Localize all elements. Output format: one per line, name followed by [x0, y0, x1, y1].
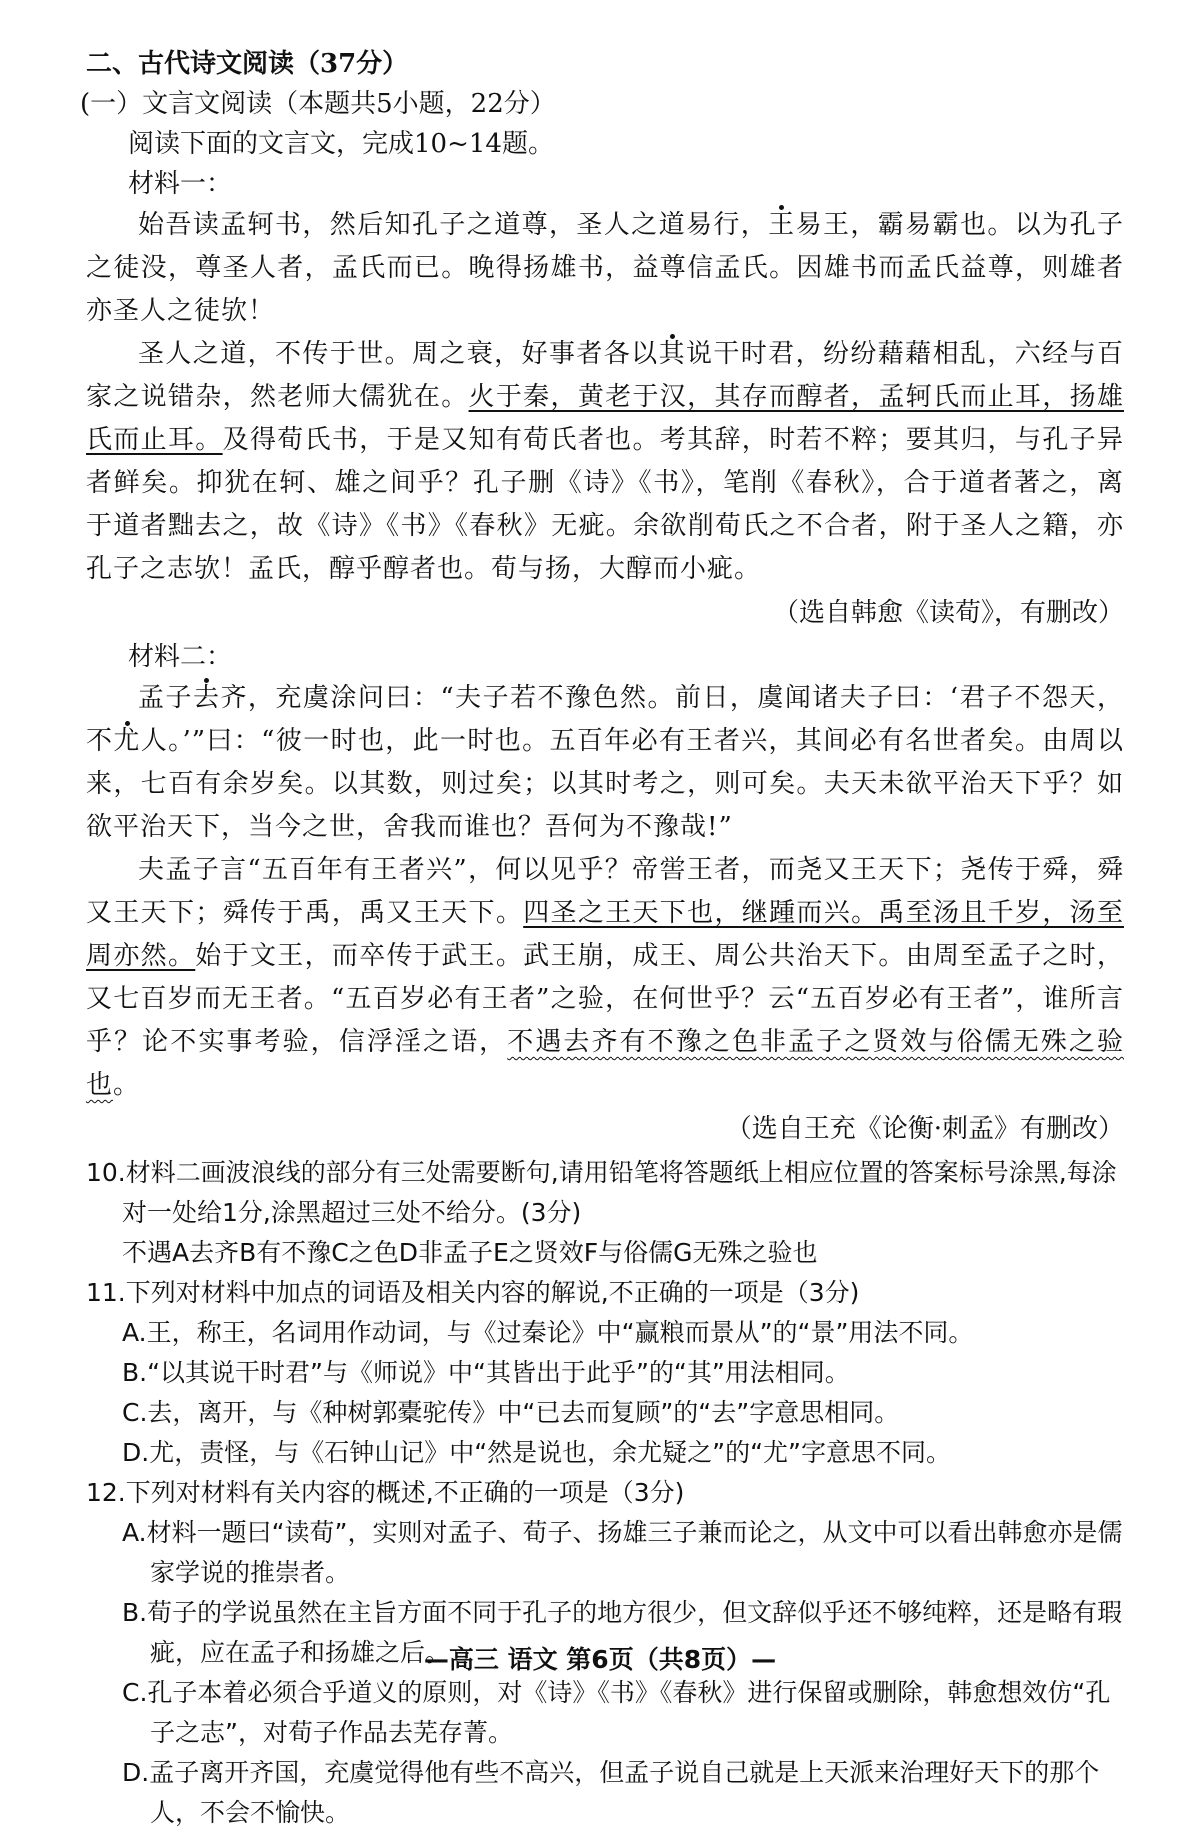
material-two-paragraph-2	[86, 849, 1124, 1107]
question-10	[86, 1153, 1124, 1273]
underlined-sentence: 四圣之王天下也，继踵而兴。禹至汤且千岁，汤至周亦然。	[86, 898, 1124, 971]
dotted-word-you: 尤	[113, 726, 141, 756]
question-11	[86, 1273, 1124, 1473]
reading-instruction: 阅读下面的文言文，完成10~14题。	[128, 129, 554, 159]
wavy-underlined-sentence: 不遇去齐有不豫之色非孟子之贤效与俗儒无殊之验也	[86, 1027, 1124, 1100]
text-run: 孟子	[138, 683, 193, 713]
text-run: 齐，充虞涂问曰：“夫子若不豫色然。前日，虞闻诸夫子曰：‘君子不怨天，不	[86, 683, 1124, 756]
material-one-paragraph-2	[86, 333, 1124, 591]
text-run: 易王，霸易霸也。以为孔子之徒没，尊圣人者，孟氏而已。晚得扬雄书，益尊信孟氏。因雄书而孟氏益尊，则雄者亦圣人之徒欤！	[86, 210, 1124, 326]
question-10-text: 不遇A去齐B有不豫C之色D非孟子E之贤效F与俗儒G无殊之验也	[122, 1238, 818, 1267]
underlined-sentence: 火于秦，黄老于汉，其存而醇者，孟轲氏而止耳，扬雄氏而止耳。	[86, 382, 1124, 455]
dotted-word-qu: 去	[192, 683, 221, 713]
material-two-paragraph-1	[86, 677, 1124, 849]
question-12-option-b: B.荀子的学说虽然在主旨方面不同于孔子的地方很少，但文辞似乎还不够纯粹，还是略有瑕疵，应在孟子和扬雄之后。	[122, 1598, 1123, 1667]
question-12-stem: 12.下列对材料有关内容的概述,不正确的一项是（3分)	[86, 1478, 685, 1507]
dotted-word-qi: 其	[658, 339, 686, 369]
material-one-source: （选自韩愈《读荀》，有删改）	[772, 598, 1124, 628]
text-run: 始吾读孟轲书，然后知孔子之道尊，圣人之道易行，	[138, 210, 769, 240]
material-one-paragraph-1	[86, 204, 1124, 333]
text-run: 圣人之道，不传于世。周之衰，好事者各以	[138, 339, 659, 369]
question-12-option-a: A.材料一题曰“读荀”，实则对孟子、荀子、扬雄三子兼而论之，从文中可以看出韩愈亦是儒家学说的推崇者。	[122, 1518, 1123, 1587]
text-run: 。	[113, 1070, 141, 1100]
text-run: 说干时君，纷纷藉藉相乱，六经与百家之说错杂，然老师大儒犹在。	[86, 339, 1124, 412]
text-run: 及得荀氏书，于是又知有荀氏者也。考其辞，时若不粹；要其归，与孔子异者鲜矣。抑犹在轲、雄之间乎？孔子删《诗》《书》，笔削《春秋》，合于道者著之，离于道者黜去之，故《诗》《书》《春秋》无疵。余欲削荀氏之不合者，附于圣人之籍，亦孔子之志欤！孟氏，醇乎醇者也。荀与扬，大醇而小疵。	[86, 425, 1124, 584]
question-12-option-d: D.孟子离开齐国，充虞觉得他有些不高兴，但孟子说自己就是上天派来治理好天下的那个人，不会不愉快。	[122, 1758, 1100, 1827]
dotted-word-wang: 王	[768, 210, 796, 240]
question-11-option-d: D.尤，责怪，与《石钟山记》中“然是说也，余尤疑之”的“尤”字意思不同。	[122, 1438, 952, 1467]
text-run: 夫孟子言“五百年有王者兴”，何以见乎？帝喾王者，而尧又王天下；尧传于舜，舜又王天下；舜传于禹，禹又王天下。	[86, 855, 1124, 928]
question-12-option-c: C.孔子本着必须合乎道义的原则，对《诗》《书》《春秋》进行保留或删除，韩愈想效仿“孔子之志”，对荀子作品去芜存菁。	[122, 1678, 1111, 1747]
material-two-label: 材料二：	[128, 642, 233, 672]
question-11-option-b: B.“以其说干时君”与《师说》中“其皆出于此乎”的“其”用法相同。	[122, 1358, 850, 1387]
section-title: 二、古代诗文阅读（37分）	[86, 49, 409, 79]
question-10-stem: 10.材料二画波浪线的部分有三处需要断句,请用铅笔将答题纸上相应位置的答案标号涂黑,每涂对一处给1分,涂黑超过三处不给分。(3分)	[86, 1158, 1117, 1227]
text-run: 始于文王，而卒传于武王。武王崩，成王、周公共治天下。由周至孟子之时，又七百岁而无王者。“五百岁必有王者”之验，在何世乎？云“五百岁必有王者”，谁所言乎？论不实事考验，信浮淫之语，	[86, 941, 1124, 1057]
material-two-source: （选自王充《论衡·刺孟》有删改）	[725, 1114, 1124, 1144]
subsection-title: (一）文言文阅读（本题共5小题，22分）	[80, 89, 556, 119]
question-11-option-c: C.去，离开，与《种树郭橐驼传》中“已去而复顾”的“去”字意思相同。	[122, 1398, 900, 1427]
question-11-stem: 11.下列对材料中加点的词语及相关内容的解说,不正确的一项是（3分)	[86, 1278, 860, 1307]
page-footer: —高三 语文 第6页（共8页）—	[423, 1645, 777, 1674]
material-one-label: 材料一：	[128, 169, 233, 199]
question-11-option-a: A.王，称王，名词用作动词，与《过秦论》中“赢粮而景从”的“景”用法不同。	[122, 1318, 974, 1347]
text-run: 人。’”曰：“彼一时也，此一时也。五百年必有王者兴，其间必有名世者矣。由周以来，七百有余岁矣。以其数，则过矣；以其时考之，则可矣。夫天未欲平治天下乎？如欲平治天下，当今之世，舍我而谁也？吾何为不豫哉!”	[86, 726, 1124, 842]
